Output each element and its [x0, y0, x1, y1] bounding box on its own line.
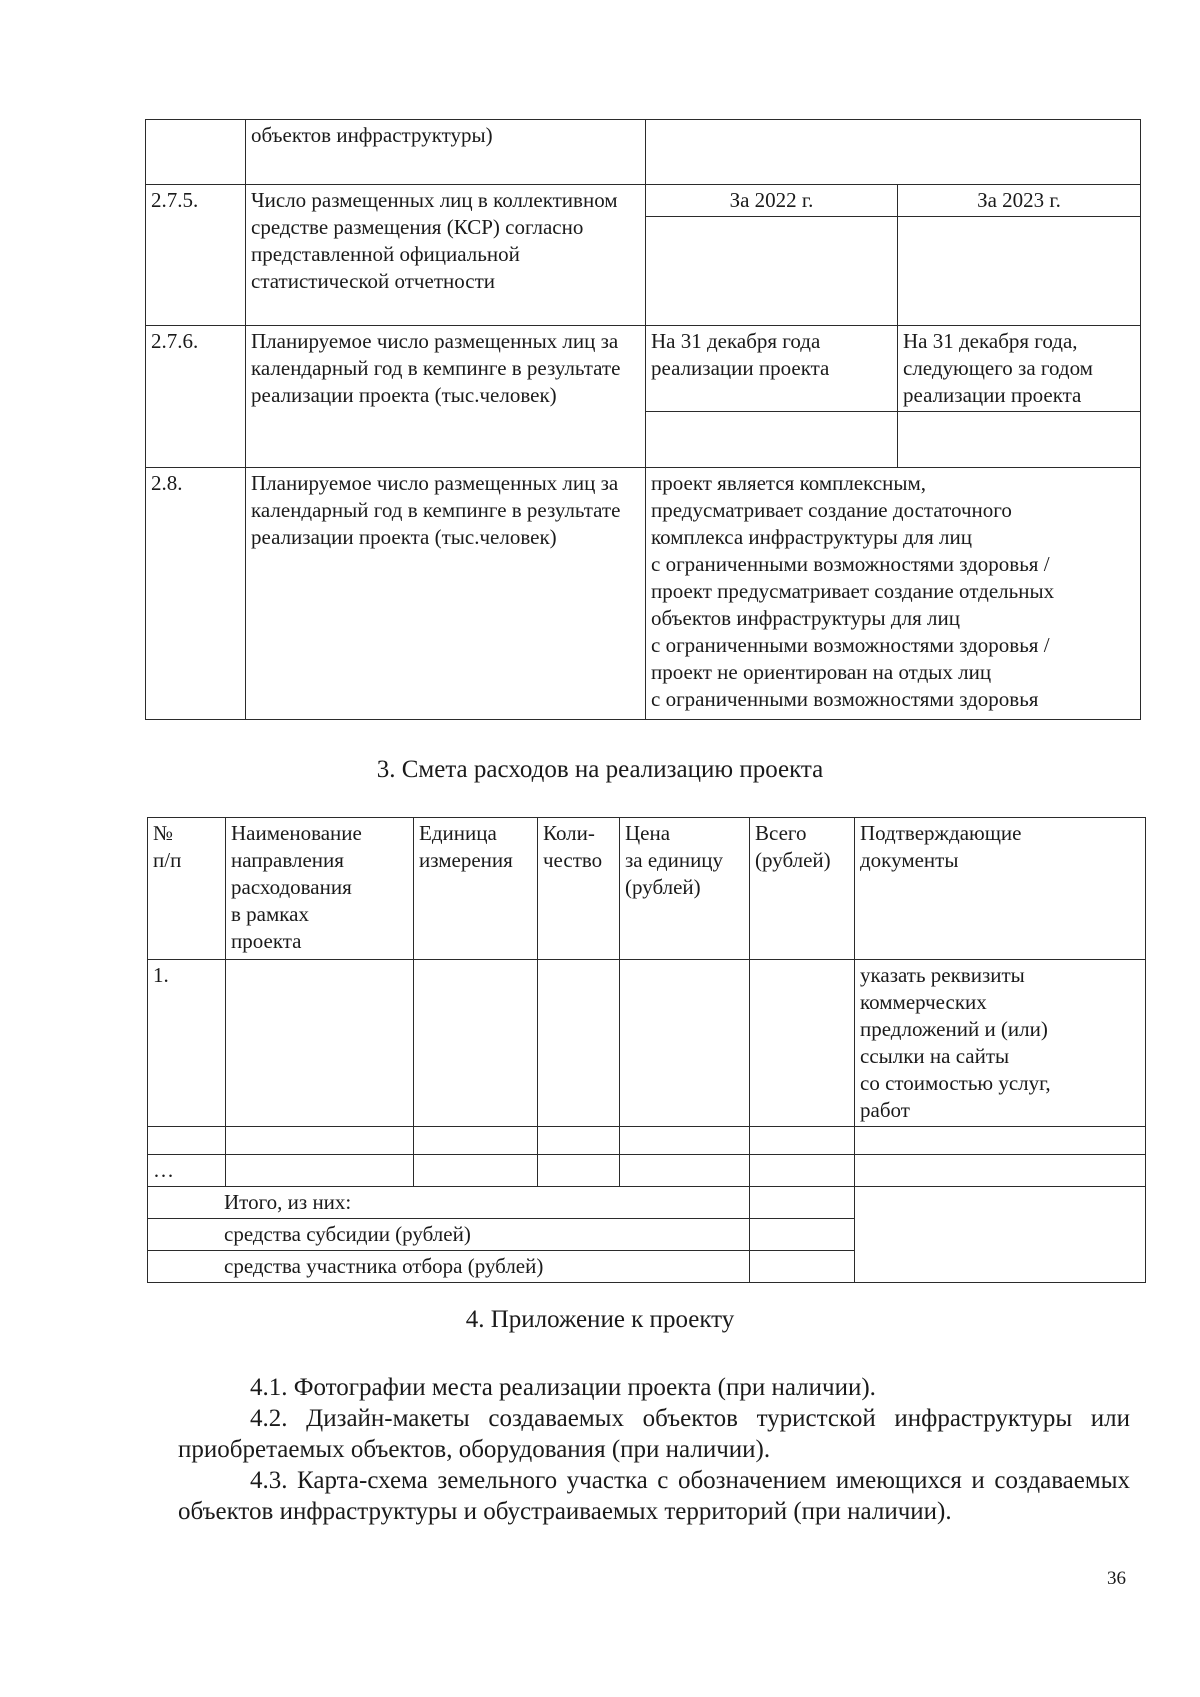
col-header-documents: Подтверждающие документы: [855, 818, 1146, 960]
col-header-number: № п/п: [148, 818, 226, 960]
col-header-unit-price: Цена за единицу (рублей): [620, 818, 750, 960]
row-number: 2.7.6.: [146, 326, 246, 468]
row-label: Число размещенных лиц в коллективном средстве размещения (КСР) согласно представленной официальной статистической отчетности: [246, 185, 646, 326]
appendix-list: [178, 1372, 1130, 1527]
appendix-item-photos: 4.1. Фотографии места реализации проекта (при наличии).: [250, 1374, 876, 1401]
expense-name-cell[interactable]: [226, 1155, 414, 1187]
participant-label: средства участника отбора (рублей): [148, 1251, 750, 1283]
unit-price-cell[interactable]: [620, 1155, 750, 1187]
unit-price-cell[interactable]: [620, 1127, 750, 1155]
row-number: [148, 1127, 226, 1155]
row-number: 2.7.5.: [146, 185, 246, 326]
total-cell[interactable]: [750, 1155, 855, 1187]
accessibility-options: проект является комплексным, предусматривает создание достаточного комплекса инфраструктуры для лиц с ограниченными возможностями здоровья / проект предусматривает создание отдельных объектов инфраструктуры для лиц с ограниченными возможностями здоровья / проект не ориентирован на отдых лиц с ограниченными возможностями здоровья: [646, 468, 1141, 720]
documents-cell: указать реквизиты коммерческих предложений и (или) ссылки на сайты со стоимостью услуг, работ: [855, 960, 1146, 1127]
budget-estimate-table: [147, 817, 1146, 1283]
row-ellipsis: …: [148, 1155, 226, 1187]
total-row: [148, 1187, 1146, 1219]
table-header-row: [148, 818, 1146, 960]
table-row: [146, 120, 1141, 185]
table-row: [146, 326, 1141, 412]
table-row: [148, 1127, 1146, 1155]
quantity-cell[interactable]: [538, 1155, 620, 1187]
documents-cell[interactable]: [855, 1127, 1146, 1155]
col-header-total: Всего (рублей): [750, 818, 855, 960]
col-header-quantity: Коли- чество: [538, 818, 620, 960]
expense-name-cell[interactable]: [226, 1127, 414, 1155]
year-2023-header: За 2023 г.: [898, 185, 1141, 217]
participant-value[interactable]: [750, 1251, 855, 1283]
total-cell[interactable]: [750, 960, 855, 1127]
next-year-value[interactable]: [898, 412, 1141, 468]
col-header-expense-name: Наименование направления расходования в рамках проекта: [226, 818, 414, 960]
table-row: [148, 960, 1146, 1127]
table-row: [146, 185, 1141, 217]
quantity-cell[interactable]: [538, 1127, 620, 1155]
project-parameters-table: [145, 119, 1141, 720]
total-documents-blank: [855, 1187, 1146, 1283]
row-number: [146, 120, 246, 185]
project-year-value[interactable]: [646, 412, 898, 468]
unit-cell[interactable]: [414, 1155, 538, 1187]
table-row: [146, 468, 1141, 720]
project-year-header: На 31 декабря года реализации проекта: [646, 326, 898, 412]
row-value: [646, 120, 1141, 185]
unit-cell[interactable]: [414, 960, 538, 1127]
appendix-item-design-layouts: 4.2. Дизайн-макеты создаваемых объектов туристской инфраструктуры или приобретаемых объектов, оборудования (при наличии).: [178, 1405, 1130, 1463]
page-number: 36: [1107, 1568, 1126, 1589]
row-label: объектов инфраструктуры): [246, 120, 646, 185]
section-3-title: 3. Смета расходов на реализацию проекта: [376, 756, 824, 783]
unit-price-cell[interactable]: [620, 960, 750, 1127]
total-value[interactable]: [750, 1187, 855, 1219]
table-row: [148, 1155, 1146, 1187]
next-year-header: На 31 декабря года, следующего за годом реализации проекта: [898, 326, 1141, 412]
row-number: 1.: [148, 960, 226, 1127]
expense-name-cell[interactable]: [226, 960, 414, 1127]
year-2022-value[interactable]: [646, 217, 898, 326]
row-label: Планируемое число размещенных лиц за календарный год в кемпинге в результате реализации проекта (тыс.человек): [246, 468, 646, 720]
section-4-title: 4. Приложение к проекту: [465, 1306, 735, 1333]
total-label: Итого, из них:: [148, 1187, 750, 1219]
unit-cell[interactable]: [414, 1127, 538, 1155]
subsidy-label: средства субсидии (рублей): [148, 1219, 750, 1251]
total-cell[interactable]: [750, 1127, 855, 1155]
year-2022-header: За 2022 г.: [646, 185, 898, 217]
row-number: 2.8.: [146, 468, 246, 720]
appendix-item-site-map: 4.3. Карта-схема земельного участка с обозначением имеющихся и создаваемых объектов инфраструктуры и обустраиваемых территорий (при наличии).: [178, 1467, 1130, 1525]
documents-cell[interactable]: [855, 1155, 1146, 1187]
subsidy-value[interactable]: [750, 1219, 855, 1251]
year-2023-value[interactable]: [898, 217, 1141, 326]
quantity-cell[interactable]: [538, 960, 620, 1127]
col-header-unit: Единица измерения: [414, 818, 538, 960]
row-label: Планируемое число размещенных лиц за календарный год в кемпинге в результате реализации проекта (тыс.человек): [246, 326, 646, 468]
